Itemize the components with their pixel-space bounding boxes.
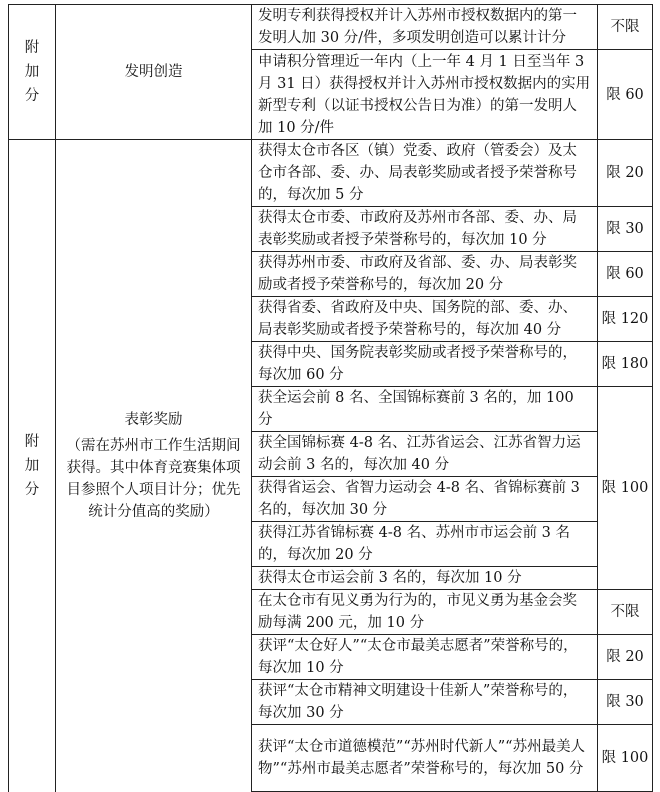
rule-text: 获得江苏省锦标赛 4-8 名、苏州市市运会前 3 名的，每次加 20 分 <box>252 522 598 567</box>
limit-cell: 不限 <box>598 5 653 50</box>
limit-cell: 限 60 <box>598 50 653 140</box>
rule-text: 获得太仓市委、市政府及苏州市各部、委、办、局表彰奖励或者授予荣誉称号的，每次加 10 分 <box>252 207 598 252</box>
rule-text: 获评“太仓市道德模范”“苏州时代新人”“苏州最美人物”“苏州市最美志愿者”荣誉称号的，每次加 50 分 <box>252 725 598 792</box>
rule-text: 获得太仓市运会前 3 名的，每次加 10 分 <box>252 567 598 590</box>
limit-cell: 限 20 <box>598 635 653 680</box>
limit-cell: 限 100 <box>598 387 653 590</box>
rule-text: 获全运会前 8 名、全国锦标赛前 3 名的，加 100 分 <box>252 387 598 432</box>
limit-cell: 不限 <box>598 590 653 635</box>
rule-text: 申请积分管理近一年内（上一年 4 月 1 日至当年 3 月 31 日）获得授权并计入苏州市授权数据内的实用新型专利（以证书授权公告日为准）的第一发明人加 10 分/件 <box>252 50 598 140</box>
rule-text: 在太仓市有见义勇为行为的，市见义勇为基金会奖励每满 200 元，加 10 分 <box>252 590 598 635</box>
table-row <box>9 140 653 207</box>
awards-label: 表彰奖励 <box>124 411 183 428</box>
rule-text: 获全国锦标赛 4-8 名、江苏省运会、江苏省智力运动会前 3 名的，每次加 40 分 <box>252 432 598 477</box>
awards-note: （需在苏州市工作生活期间获得。其中体育竞赛集体项目参照个人项目计分；优先统计分值高的奖励） <box>66 437 241 520</box>
rule-text: 获得中央、国务院表彰奖励或者授予荣誉称号的，每次加 60 分 <box>252 342 598 387</box>
limit-cell: 限 30 <box>598 207 653 252</box>
invention-label: 发明创造 <box>56 5 252 140</box>
rule-text: 获得省运会、省智力运动会 4-8 名、省锦标赛前 3 名的，每次加 30 分 <box>252 477 598 522</box>
rule-text: 获评“太仓好人”“太仓市最美志愿者”荣誉称号的，每次加 10 分 <box>252 635 598 680</box>
rule-text: 获评“太仓市精神文明建设十佳新人”荣誉称号的，每次加 30 分 <box>252 680 598 725</box>
limit-cell: 限 30 <box>598 680 653 725</box>
awards-cell <box>56 140 252 792</box>
limit-cell: 限 120 <box>598 297 653 342</box>
limit-cell: 限 180 <box>598 342 653 387</box>
rule-text: 获得苏州市委、市政府及省部、委、办、局表彰奖励或者授予荣誉称号的，每次加 20 分 <box>252 252 598 297</box>
table-row <box>9 5 653 50</box>
limit-cell: 限 100 <box>598 725 653 792</box>
category-cell-lower <box>9 140 56 792</box>
rule-text: 发明专利获得授权并计入苏州市授权数据内的第一发明人加 30 分/件，多项发明创造可以累计计分 <box>252 5 598 50</box>
category-label: 附加分 <box>24 40 40 104</box>
category-cell-upper <box>9 5 56 140</box>
rule-text: 获得省委、省政府及中央、国务院的部、委、办、局表彰奖励或者授予荣誉称号的，每次加 40 分 <box>252 297 598 342</box>
rule-text: 获得太仓市各区（镇）党委、政府（管委会）及太仓市各部、委、办、局表彰奖励或者授予荣誉称号的，每次加 5 分 <box>252 140 598 207</box>
points-table <box>8 4 653 792</box>
limit-cell: 限 20 <box>598 140 653 207</box>
limit-cell: 限 60 <box>598 252 653 297</box>
category-label: 附加分 <box>24 433 40 498</box>
